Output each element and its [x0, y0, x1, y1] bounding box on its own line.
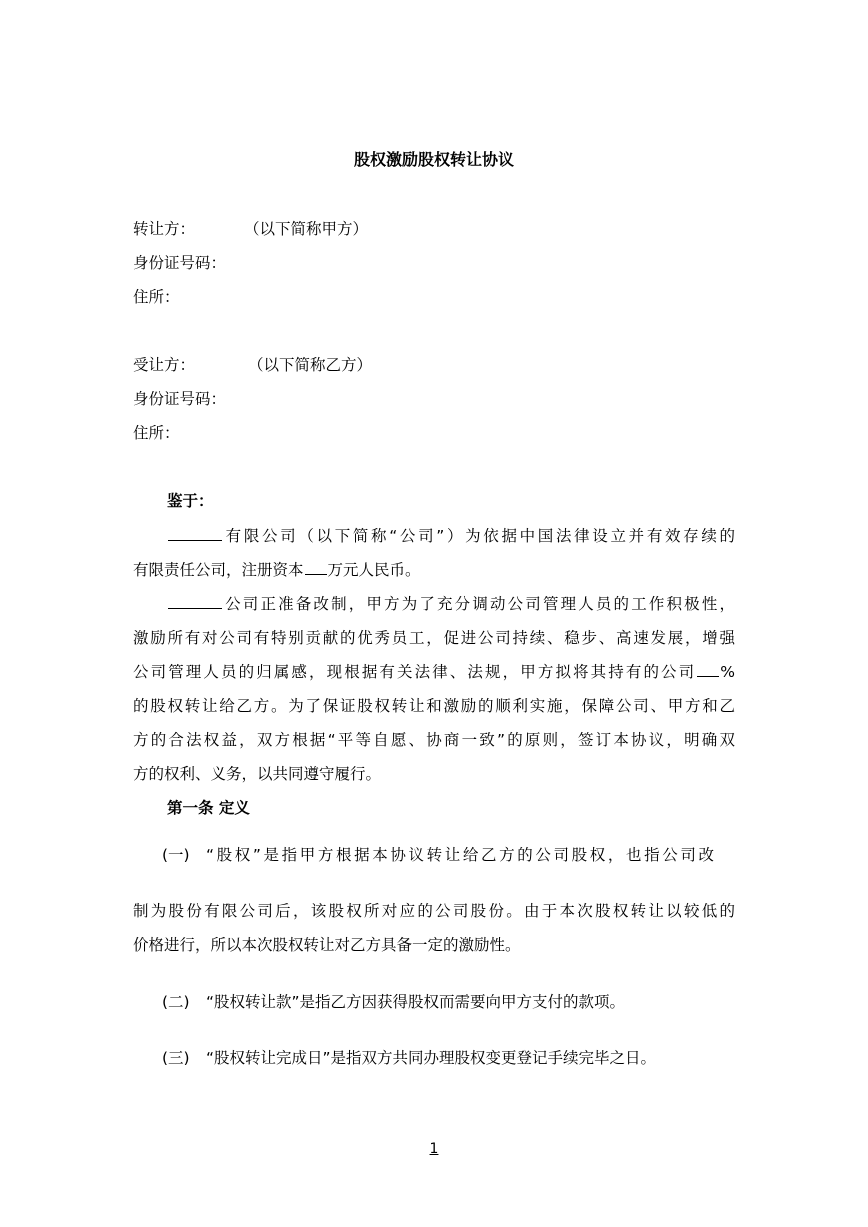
- whereas-p2-line6: 方的权利、义务，以共同遵守履行。: [133, 765, 382, 783]
- article1-item3-text: “股权转让完成日”是指双方共同办理股权变更登记手续完毕之日。: [206, 1049, 657, 1067]
- article1-item2-number: (二): [162, 993, 190, 1011]
- party-b-address-label: 住所：: [133, 424, 180, 442]
- article1-item2-text: “股权转让款”是指乙方因获得股权而需要向甲方支付的款项。: [206, 993, 626, 1011]
- page-number: 1: [429, 1141, 439, 1157]
- whereas-p2-line5: 方的合法权益，双方根据“平等自愿、协商一致”的原则，签订本协议，明确双: [133, 731, 735, 749]
- capital-blank: [305, 560, 327, 575]
- article1-item1-line1: “股权”是指甲方根据本协议转让给乙方的公司股权，也指公司改: [206, 846, 714, 864]
- whereas-p2-line1: 公司正准备改制，甲方为了充分调动公司管理人员的工作积极性，: [167, 594, 735, 614]
- whereas-p1-line1: 有限公司（以下简称“公司”）为依据中国法律设立并有效存续的: [167, 526, 735, 546]
- article1-item3-number: (三): [162, 1049, 190, 1067]
- whereas-heading: 鉴于：: [167, 492, 214, 510]
- company-name-blank: [168, 526, 222, 541]
- whereas-p1-line2: 有限责任公司，注册资本 万元人民币。: [133, 561, 421, 579]
- party-b-id-label: 身份证号码：: [133, 390, 227, 408]
- whereas-p2-line4: 的股权转让给乙方。为了保证股权转让和激励的顺利实施，保障公司、甲方和乙: [133, 697, 735, 715]
- whereas-p2-line2: 激励所有对公司有特别贡献的优秀员工，促进公司持续、稳步、高速发展，增强: [133, 629, 735, 647]
- article1-item1-line2: 制为股份有限公司后，该股权所对应的公司股份。由于本次股权转让以较低的: [133, 902, 735, 920]
- whereas-p2-line3: 公司管理人员的归属感，现根据有关法律、法规，甲方拟将其持有的公司 %: [133, 663, 735, 681]
- party-a-label: 转让方：: [133, 220, 196, 238]
- document-title: 股权激励股权转让协议: [353, 150, 514, 169]
- article1-item1-number: (一): [162, 846, 190, 864]
- party-b-alias: （以下简称乙方）: [248, 356, 373, 374]
- article1-heading: 第一条 定义: [167, 799, 250, 817]
- party-a-alias: （以下简称甲方）: [244, 220, 369, 238]
- party-b-label: 受让方：: [133, 356, 196, 374]
- company-blank-2: [168, 594, 222, 609]
- percentage-blank: [697, 662, 719, 677]
- party-a-address-label: 住所：: [133, 288, 180, 306]
- party-a-id-label: 身份证号码：: [133, 254, 227, 272]
- article1-item1-line3: 价格进行，所以本次股权转让对乙方具备一定的激励性。: [133, 936, 521, 954]
